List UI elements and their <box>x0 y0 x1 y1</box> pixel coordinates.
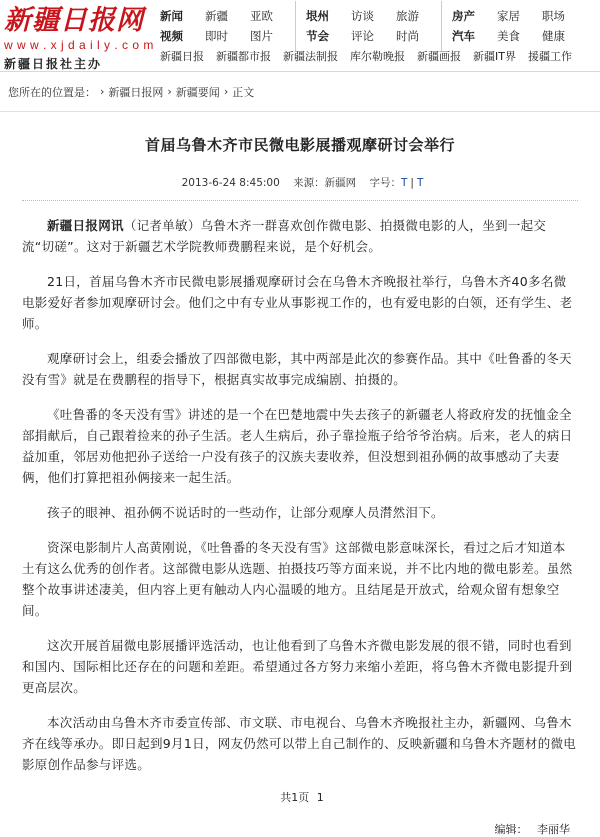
article-date: 2013-6-24 8:45:00 <box>181 177 280 189</box>
subnav-link[interactable]: 新疆法制报 <box>283 50 338 63</box>
logo-title: 新疆日报网 <box>4 5 144 36</box>
nav-link[interactable]: 美食 <box>497 29 520 43</box>
site-header <box>0 0 600 72</box>
paragraph: 本次活动由乌鲁木齐市委宣传部、市文联、市电视台、乌鲁木齐晚报社主办，新疆网、乌鲁木齐在线等承办。即日起到9月1日，网友仍然可以带上自己制作的、反映新疆和乌鲁木齐题材的微电影原创作品参与评选。 <box>22 715 577 772</box>
editor-name: 李丽华 <box>537 823 570 836</box>
paragraph: 这次开展首届微电影展播评选活动，也让他看到了乌鲁木齐微电影发展的很不错，同时也看到和国内、国际相比还存在的问题和差距。希望通过各方努力来缩小差距，将乌鲁木齐微电影提升到更高层次。 <box>22 638 573 695</box>
paragraph: 资深电影制片人高黄刚说，《吐鲁番的冬天没有雪》这部微电影意味深长，看过之后才知道本土有这么优秀的创作者。这部微电影从选题、拍摄技巧等方面来说，并不比内地的微电影差。虽然整个故事讲述凄美，但内容上更有触动人内心温暖的地方。且结尾是开放式，给观众留有想象空间。 <box>22 540 573 618</box>
nav-link[interactable]: 职场 <box>542 9 565 23</box>
subnav-link[interactable]: 新疆IT界 <box>473 50 516 63</box>
editor-label: 编辑： <box>494 823 528 836</box>
nav-divider <box>295 21 296 51</box>
logo-url: w w w . x j d a i l y . c o m <box>4 38 154 52</box>
breadcrumb <box>0 72 600 112</box>
paragraph <box>22 215 578 257</box>
breadcrumb-home[interactable]: 新疆日报网 <box>108 85 164 99</box>
sub-nav <box>160 48 600 64</box>
nav-link[interactable]: 新闻 <box>160 9 183 23</box>
pagination <box>22 789 578 805</box>
divider <box>22 200 578 201</box>
subnav-link[interactable]: 新疆画报 <box>417 50 461 63</box>
nav-row-1 <box>160 6 600 26</box>
paragraph: 孩子的眼神、祖孙俩不说话时的一些动作，让部分观摩人员潸然泪下。 <box>47 505 444 520</box>
article-body <box>22 215 578 775</box>
breadcrumb-sep-icon: › <box>223 85 229 98</box>
article-title: 首届乌鲁木齐市民微电影展播观摩研讨会举行 <box>144 136 455 154</box>
nav-link[interactable]: 汽车 <box>452 29 475 43</box>
editor-credit <box>22 821 578 837</box>
nav-link[interactable]: 房产 <box>452 9 475 23</box>
nav-link[interactable]: 新疆 <box>205 9 228 23</box>
breadcrumb-current: 正文 <box>232 85 255 99</box>
nav-link[interactable]: 节会 <box>306 29 329 43</box>
nav-link[interactable]: 旅游 <box>396 9 419 23</box>
lead-source: 新疆日报网讯 <box>47 218 124 233</box>
nav-link[interactable]: 时尚 <box>396 29 419 43</box>
paragraph: 21日，首届乌鲁木齐市民微电影展播观摩研讨会在乌鲁木齐晚报社举行，乌鲁木齐40多名微电影爱好者参加观摩研讨会。他们之中有专业从事影视工作的，也有爱电影的白领，还有学生、老师。 <box>22 274 573 331</box>
fontsize-large-button[interactable]: T <box>400 177 408 189</box>
top-nav <box>160 6 600 46</box>
nav-link[interactable]: 视频 <box>160 29 183 43</box>
nav-link[interactable]: 家居 <box>497 9 520 23</box>
nav-link[interactable]: 亚欧 <box>250 9 273 23</box>
subnav-link[interactable]: 新疆都市报 <box>216 50 271 63</box>
subnav-link[interactable]: 援疆工作 <box>527 50 572 63</box>
page-link[interactable]: 1 <box>316 791 324 804</box>
fontsize-small-button[interactable]: T <box>416 177 424 189</box>
breadcrumb-sep-icon: › <box>167 85 172 98</box>
nav-link[interactable]: 即时 <box>205 29 228 43</box>
subnav-link[interactable]: 新疆日报 <box>160 50 204 63</box>
logo-subtitle: 新疆日报社主办 <box>4 57 103 71</box>
nav-link[interactable]: 垠州 <box>306 9 329 23</box>
paragraph: 《吐鲁番的冬天没有雪》讲述的是一个在巴楚地震中失去孩子的新疆老人将政府发的抚恤金全部捐献后，自己跟着捡来的孙子生活。老人生病后，孙子靠捡瓶子给爷爷治病。后来，老人的病日益加重，邻居劝他把孙子送给一户没有孩子的汉族夫妻收养，但没想到祖孙俩的故事感动了夫妻俩，他们打算把祖孙俩接来一起生活。 <box>22 407 573 485</box>
site-logo[interactable] <box>4 5 154 71</box>
nav-row-2 <box>160 26 600 46</box>
breadcrumb-section[interactable]: 新疆要闻 <box>175 85 220 99</box>
nav-divider <box>441 21 442 51</box>
article <box>0 134 600 837</box>
paragraph-text: （记者单敏）乌鲁木齐一群喜欢创作微电影、拍摄微电影的人，坐到一起交流“切磋”。这对于新疆艺术学院教师费鹏程来说，是个好机会。 <box>22 218 547 254</box>
article-source: 来源：新疆网 <box>293 177 357 189</box>
nav-link[interactable]: 评论 <box>351 29 374 43</box>
paragraph: 观摩研讨会上，组委会播放了四部微电影，其中两部是此次的参赛作品。其中《吐鲁番的冬天没有雪》就是在费鹏程的指导下，根据真实故事完成编剧、拍摄的。 <box>22 351 572 387</box>
nav-link[interactable]: 健康 <box>542 29 565 43</box>
nav-link[interactable]: 图片 <box>250 29 273 43</box>
article-meta: 2013-6-24 8:45:00 来源：新疆网 字号：T | T <box>181 177 424 189</box>
breadcrumb-prefix: 您所在的位置是： <box>8 85 96 99</box>
fontsize-label: 字号： <box>369 177 401 189</box>
page-total: 共1页 <box>280 791 310 804</box>
subnav-link[interactable]: 库尔勒晚报 <box>350 50 405 63</box>
breadcrumb-sep-icon: › <box>100 85 105 98</box>
nav-link[interactable]: 访谈 <box>351 9 374 23</box>
